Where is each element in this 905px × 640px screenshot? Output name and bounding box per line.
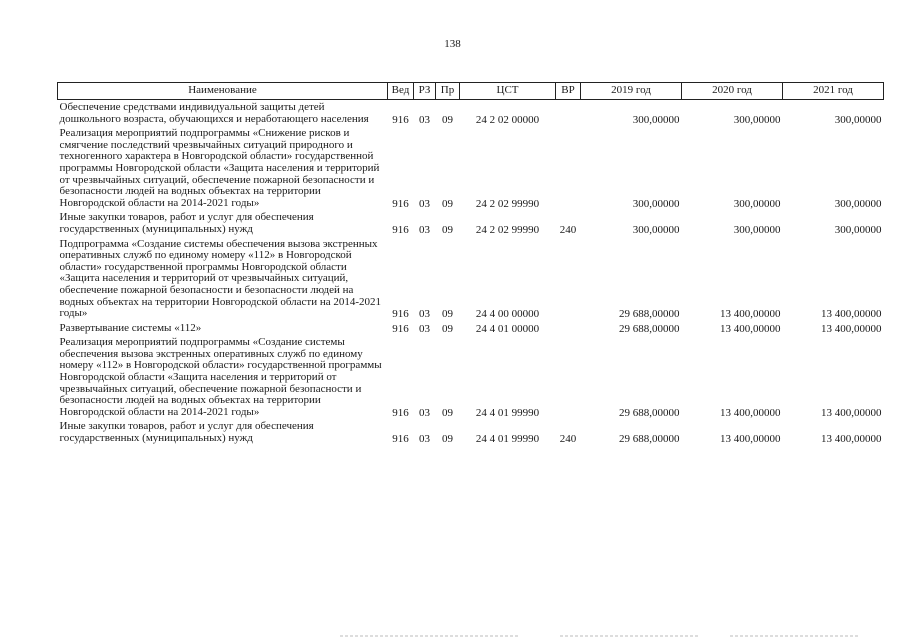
row-ved: 916 [392,223,409,236]
row-vr [556,321,581,336]
header-row [58,83,884,100]
row-amount-2020: 13 400,00000 [720,308,781,321]
row-amount-2020: 300,00000 [733,197,781,210]
header-name: Наименование [58,83,388,100]
row-vr [556,126,581,210]
row-cst: 24 2 02 99990 [475,223,540,236]
row-amount-2021: 13 400,00000 [821,308,882,321]
row-cst: 24 2 02 00000 [475,113,540,126]
table-row [58,237,884,321]
row-amount-2019: 29 688,00000 [619,322,680,335]
row-ved: 916 [392,197,409,210]
header-rz: РЗ [414,83,436,100]
row-pr: 09 [442,113,453,126]
row-vr [556,237,581,321]
header-pr: Пр [436,83,460,100]
row-rz: 03 [419,113,430,126]
row-amount-2020: 300,00000 [733,223,781,236]
row-rz: 03 [419,197,430,210]
row-pr: 09 [442,406,453,419]
row-name: Реализация мероприятий подпрограммы «Создание системы обеспечения вызова экстренных оперативных служб по единому номеру «112» в Новгородской области» государственной программы Новгородской области «Защита населения и территорий от чрезвычайных ситуаций, обеспечение пожарной безопасности и безопасности людей на водных объектах на территории Новгородской области на 2014-2021 годы» [59,336,382,418]
row-amount-2021: 13 400,00000 [821,406,882,419]
row-vr: 240 [559,223,577,236]
row-pr: 09 [442,322,453,335]
row-name: Иные закупки товаров, работ и услуг для обеспечения государственных (муниципальных) нужд [59,420,314,445]
row-vr [556,335,581,419]
row-rz: 03 [419,308,430,321]
table-row [58,126,884,210]
row-cst: 24 4 00 00000 [475,308,540,321]
row-pr: 09 [442,197,453,210]
header-2019: 2019 год [581,83,682,100]
row-cst: 24 4 01 99990 [475,406,540,419]
row-rz: 03 [419,322,430,335]
row-ved: 916 [392,113,409,126]
row-amount-2021: 13 400,00000 [821,433,882,446]
row-amount-2019: 300,00000 [632,223,680,236]
row-name: Развертывание системы «112» [59,321,202,334]
row-cst: 24 2 02 99990 [475,197,540,210]
table-row [58,321,884,336]
row-amount-2020: 13 400,00000 [720,433,781,446]
row-pr: 09 [442,223,453,236]
row-pr: 09 [442,433,453,446]
row-ved: 916 [392,433,409,446]
table-row [58,335,884,419]
header-ved: Вед [388,83,414,100]
row-name: Обеспечение средствами индивидуальной защиты детей дошкольного возраста, обучающихся и неработающего населения [59,101,369,125]
row-ved: 916 [392,322,409,335]
table-row [58,419,884,445]
table-body [58,100,884,446]
row-amount-2019: 29 688,00000 [619,308,680,321]
row-amount-2019: 29 688,00000 [619,406,680,419]
header-2021: 2021 год [783,83,884,100]
row-pr: 09 [442,308,453,321]
row-ved: 916 [392,308,409,321]
row-rz: 03 [419,223,430,236]
page-number: 138 [444,38,461,50]
row-vr: 240 [559,433,577,446]
budget-table [57,82,884,446]
row-amount-2021: 300,00000 [834,197,882,210]
row-amount-2019: 300,00000 [632,197,680,210]
header-2020: 2020 год [682,83,783,100]
table-header [58,83,884,100]
row-amount-2019: 29 688,00000 [619,433,680,446]
row-amount-2021: 300,00000 [834,223,882,236]
row-amount-2021: 300,00000 [834,113,882,126]
row-ved: 916 [392,406,409,419]
row-amount-2020: 300,00000 [733,113,781,126]
row-amount-2020: 13 400,00000 [720,322,781,335]
row-amount-2021: 13 400,00000 [821,322,882,335]
row-rz: 03 [419,406,430,419]
header-cst: ЦСТ [460,83,556,100]
row-rz: 03 [419,433,430,446]
row-name: Подпрограмма «Создание системы обеспечения вызова экстренных оперативных служб по единому номеру «112» в Новгородской области» государственной программы Новгородской области «Защита населения и территорий от чрезвычайных ситуаций, обеспечение пожарной безопасности и безопасности людей на водных объектах на территории Новгородской области на 2014-2021 годы» [59,237,382,320]
table-row [58,210,884,236]
row-cst: 24 4 01 99990 [475,433,540,446]
row-amount-2019: 300,00000 [632,113,680,126]
table-row [58,100,884,127]
row-name: Реализация мероприятий подпрограммы «Снижение рисков и смягчение последствий чрезвычайных ситуаций природного и техногенного характера в Новгородской области» государственной программы Новгородской области «Защита населения и территорий от чрезвычайных ситуаций, обеспечение пожарной безопасности и безопасности людей на водных объектах на территории Новгородской области на 2014-2021 годы» [59,127,380,209]
row-amount-2020: 13 400,00000 [720,406,781,419]
row-cst: 24 4 01 00000 [475,322,540,335]
row-name: Иные закупки товаров, работ и услуг для обеспечения государственных (муниципальных) нужд [59,211,314,235]
header-vr: ВР [556,83,581,100]
row-vr [556,100,581,127]
